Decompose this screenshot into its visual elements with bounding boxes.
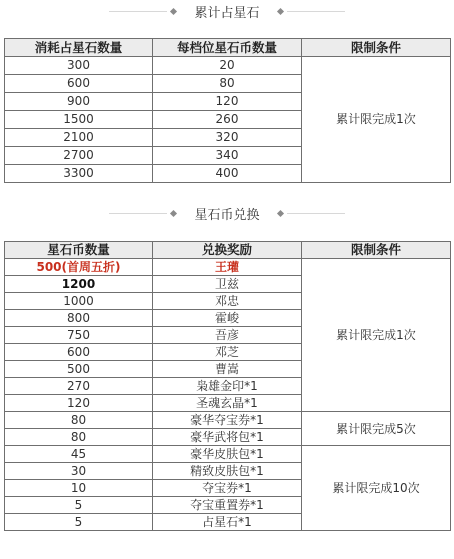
cell-cost: 80 [5,412,153,429]
column-header: 消耗占星石数量 [5,39,153,57]
cell-reward: 吾彦 [153,327,302,344]
cell-reward: 卫兹 [153,276,302,293]
column-header: 每档位星石币数量 [153,39,302,57]
cell-cost: 5 [5,514,153,531]
diamond-icon [276,209,283,216]
table-header-row [5,242,451,259]
cell-reward: 枭雄金印*1 [153,378,302,395]
cell-condition: 累计限完成1次 [302,259,451,412]
diamond-icon [276,7,283,14]
column-header: 限制条件 [302,242,451,259]
column-header: 限制条件 [302,39,451,57]
cell-consume: 3300 [5,165,153,183]
title-decoration-right [274,211,352,216]
cell-reward: 邓芝 [153,344,302,361]
cell-coins: 120 [153,93,302,111]
title-decoration-right [274,9,352,14]
cell-reward: 豪华皮肤包*1 [153,446,302,463]
section-title-text: 累计占星石 [194,5,260,21]
cell-coins: 340 [153,147,302,165]
cell-cost: 1200 [5,276,153,293]
cell-coins: 20 [153,57,302,75]
cell-cost: 500(首周五折) [5,259,153,276]
cumulative-table [4,38,451,183]
cell-consume: 2100 [5,129,153,147]
cell-cost: 800 [5,310,153,327]
cell-cost: 45 [5,446,153,463]
cell-coins: 80 [153,75,302,93]
cell-condition: 累计限完成10次 [302,446,451,531]
cell-cost: 750 [5,327,153,344]
cell-reward: 圣魂玄晶*1 [153,395,302,412]
cell-cost: 500 [5,361,153,378]
section-title-text: 星石币兑换 [194,207,260,223]
cell-coins: 260 [153,111,302,129]
cell-reward: 精致皮肤包*1 [153,463,302,480]
diamond-icon [170,7,177,14]
title-decoration-left [102,211,180,216]
cell-reward: 邓忠 [153,293,302,310]
cell-coins: 400 [153,165,302,183]
section-title-exchange [0,203,454,223]
cell-consume: 900 [5,93,153,111]
cell-cost: 80 [5,429,153,446]
table-row [5,446,451,463]
title-decoration-left [102,9,180,14]
cell-consume: 1500 [5,111,153,129]
cell-cost: 600 [5,344,153,361]
cell-cost: 270 [5,378,153,395]
cell-cost: 5 [5,497,153,514]
exchange-table [4,241,451,531]
cell-reward: 夺宝重置券*1 [153,497,302,514]
cell-reward: 曹嵩 [153,361,302,378]
cell-reward: 霍峻 [153,310,302,327]
column-header: 星石币数量 [5,242,153,259]
cell-reward: 夺宝券*1 [153,480,302,497]
cell-cost: 120 [5,395,153,412]
cell-condition: 累计限完成1次 [302,57,451,183]
cell-reward: 王瓘 [153,259,302,276]
cell-reward: 豪华夺宝券*1 [153,412,302,429]
cell-reward: 豪华武将包*1 [153,429,302,446]
diamond-icon [170,209,177,216]
table-row [5,259,451,276]
cell-cost: 1000 [5,293,153,310]
table-header-row [5,39,451,57]
cell-cost: 30 [5,463,153,480]
cell-consume: 300 [5,57,153,75]
table-row [5,57,451,75]
table-row [5,412,451,429]
section-title-cumulative [0,1,454,21]
cell-consume: 2700 [5,147,153,165]
cell-reward: 占星石*1 [153,514,302,531]
column-header: 兑换奖励 [153,242,302,259]
cell-consume: 600 [5,75,153,93]
cell-condition: 累计限完成5次 [302,412,451,446]
cell-cost: 10 [5,480,153,497]
cell-coins: 320 [153,129,302,147]
